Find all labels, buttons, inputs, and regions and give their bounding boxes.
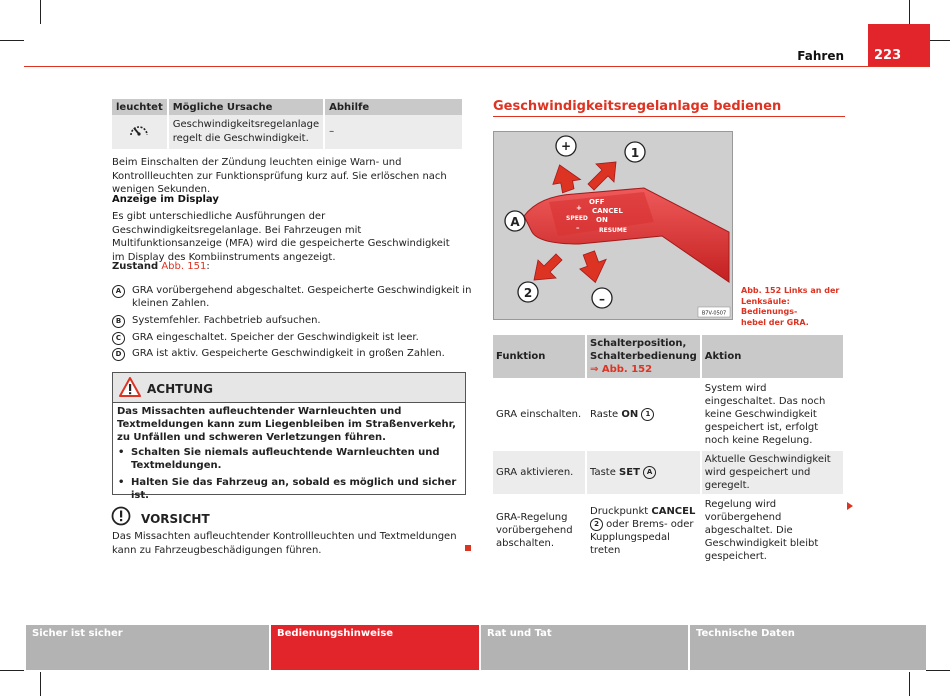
position-cell xyxy=(586,450,701,495)
function-cell: GRA einschalten. xyxy=(493,379,586,450)
warning-header xyxy=(113,373,465,403)
callout-minus: – xyxy=(599,292,605,306)
position-cell xyxy=(586,495,701,565)
circle-letter-a: A xyxy=(112,285,125,298)
arrow-up-right-icon xyxy=(588,162,616,190)
list-item-text: GRA ist aktiv. Gespeicherte Geschwindigkeit in großen Zahlen. xyxy=(132,348,445,359)
operation-table xyxy=(493,335,845,565)
circle-letter-a: A xyxy=(643,466,656,479)
column-header-line: Schalterposition, xyxy=(590,338,687,349)
crop-mark xyxy=(926,670,950,671)
position-cell xyxy=(586,379,701,450)
footer-tab-label: Bedienungshinweise xyxy=(277,628,394,639)
position-key: CANCEL xyxy=(651,505,696,517)
chapter-title: Fahren xyxy=(797,49,844,63)
lever-label-plus: + xyxy=(576,204,582,212)
lever-label-on: ON xyxy=(596,216,608,224)
table-row xyxy=(493,450,844,495)
icon-cell xyxy=(112,115,168,149)
circle-letter-b: B xyxy=(112,315,125,328)
figure-caption xyxy=(741,286,845,328)
footer-tab-label: Sicher ist sicher xyxy=(32,628,123,639)
circle-number-2: 2 xyxy=(590,518,603,531)
column-header: leuchtet xyxy=(112,99,168,115)
state-label: Zustand xyxy=(112,261,159,272)
warning-intro: Das Missachten aufleuchtender Warnleuchten und Textmeldungen kann zum Liegenbleiben im Straßenverkehr, zu Unfällen und schweren Verletzungen führen. xyxy=(117,406,456,443)
position-key: SET xyxy=(619,467,640,478)
section-title: Geschwindigkeitsregelanlage bedienen xyxy=(493,99,782,114)
warning-bullet-text: Schalten Sie niemals aufleuchtende Warnleuchten und Textmeldungen. xyxy=(131,447,440,471)
lever-label-minus: – xyxy=(576,224,580,232)
footer-tab-rat[interactable] xyxy=(481,625,688,670)
arrow-down-left-icon xyxy=(534,254,562,280)
warning-title: ACHTUNG xyxy=(147,382,213,396)
figure-ref-link[interactable]: Abb. 151 xyxy=(161,261,207,272)
arrow-right-icon[interactable] xyxy=(846,501,854,511)
crop-mark xyxy=(909,672,910,696)
warning-box xyxy=(112,372,466,501)
display-paragraph: Es gibt unterschiedliche Ausführungen der Geschwindigkeitsregelanlage. Bei Fahrzeugen mit Multifunktionsanzeige (MFA) wird die gespeicherte Geschwindigkeit im Display des Kombiinstruments angezeigt. xyxy=(112,211,450,263)
action-cell: Aktuelle Geschwindigkeit wird gespeichert und geregelt. xyxy=(701,450,844,495)
callout-1: 1 xyxy=(630,146,640,160)
position-prefix: Raste xyxy=(590,409,622,420)
warning-triangle-icon xyxy=(119,377,141,397)
header-rule xyxy=(24,66,930,67)
caption-line: Lenksäule: Bedienungs- xyxy=(741,296,798,316)
lever-label-cancel: CANCEL xyxy=(592,207,623,215)
section-end-marker xyxy=(465,545,471,551)
caption-line: Abb. 152 Links an der xyxy=(741,286,840,295)
function-cell: GRA aktivieren. xyxy=(493,450,586,495)
column-header: Mögliche Ursache xyxy=(168,99,324,115)
table-header-row xyxy=(112,99,463,115)
footer-tab-bedienung[interactable] xyxy=(271,625,479,670)
crop-mark xyxy=(0,670,24,671)
state-colon: : xyxy=(206,261,210,272)
caption-line: hebel der GRA. xyxy=(741,317,809,327)
footer-tab-technik[interactable] xyxy=(690,625,926,670)
function-cell: GRA-Regelung vorübergehend abschalten. xyxy=(493,495,586,565)
bullet-dot: • xyxy=(118,477,125,488)
lever-label-resume: RESUME xyxy=(599,227,627,234)
figure-ref-link[interactable]: ⇒ Abb. 152 xyxy=(590,364,653,375)
crop-mark xyxy=(40,672,41,696)
table-header-row xyxy=(493,335,844,379)
warning-bullet xyxy=(117,476,461,502)
action-cell: Regelung wird vorübergehend abgeschaltet. Die Geschwindigkeit bleibt gespeichert. xyxy=(701,495,844,565)
table-row xyxy=(493,495,844,565)
table-row xyxy=(493,379,844,450)
list-item-text: Systemfehler. Fachbetrieb aufsuchen. xyxy=(132,315,321,326)
figure-code: B7V-0507 xyxy=(701,310,727,317)
arrow-down-icon xyxy=(576,248,613,286)
caution-title: VORSICHT xyxy=(141,512,210,526)
page-number-box xyxy=(868,24,930,66)
crop-mark xyxy=(0,40,24,41)
action-cell: System wird eingeschaltet. Das noch keine Geschwindigkeit gespeichert ist, erfolgt noch keine Regelung. xyxy=(701,379,844,450)
position-suffix: oder Brems- oder Kupplungspedal treten xyxy=(590,518,694,556)
figure-cruise-lever xyxy=(493,131,733,320)
speedometer-cruise-icon xyxy=(128,122,150,138)
callout-2: 2 xyxy=(523,286,533,300)
arrow-up-icon xyxy=(550,162,582,194)
section-rule xyxy=(493,116,845,117)
bullet-dot: • xyxy=(118,447,125,458)
display-heading: Anzeige im Display xyxy=(112,194,219,205)
footer-tab-sicher[interactable] xyxy=(26,625,269,670)
warning-bullet-text: Halten Sie das Fahrzeug an, sobald es möglich und sicher ist. xyxy=(131,477,457,501)
fault-table xyxy=(112,99,464,149)
callout-plus: + xyxy=(560,139,572,153)
column-header: Funktion xyxy=(493,335,586,379)
circle-number-1: 1 xyxy=(641,408,654,421)
column-header-line: Schalterbedienung xyxy=(590,351,697,362)
exclamation-circle-icon xyxy=(111,506,131,526)
circle-letter-c: C xyxy=(112,332,125,345)
column-header: Abhilfe xyxy=(324,99,463,115)
lever-illustration xyxy=(494,132,732,319)
position-prefix: Druckpunkt xyxy=(590,505,652,517)
warning-bullet xyxy=(117,446,461,472)
crop-mark xyxy=(40,0,41,24)
caution-text: Das Missachten aufleuchtender Kontrollleuchten und Textmeldungen kann zu Fahrzeugbeschädigungen führen. xyxy=(112,531,457,556)
cause-cell: Geschwindigkeitsregelanlage regelt die Geschwindigkeit. xyxy=(168,115,324,149)
remedy-cell: – xyxy=(324,115,463,149)
warning-body xyxy=(117,405,461,502)
state-line xyxy=(112,260,210,274)
circle-letter-d: D xyxy=(112,348,125,361)
position-key: ON xyxy=(621,409,639,420)
footer-tab-label: Technische Daten xyxy=(696,628,795,639)
column-header xyxy=(586,335,701,379)
column-header: Aktion xyxy=(701,335,844,379)
page-number: 223 xyxy=(874,48,902,63)
footer-tab-label: Rat und Tat xyxy=(487,628,552,639)
crop-mark xyxy=(909,0,910,24)
table-row xyxy=(112,115,463,149)
lever-label-off: OFF xyxy=(589,198,605,206)
intro-paragraph: Beim Einschalten der Zündung leuchten einige Warn- und Kontrollleuchten zur Funktionsprüfung kurz auf. Sie erlöschen nach wenigen Sekunden. xyxy=(112,157,447,195)
callout-a: A xyxy=(510,215,520,229)
lever-label-speed: SPEED xyxy=(566,215,588,222)
position-prefix: Taste xyxy=(590,467,620,478)
list-item-text: GRA eingeschaltet. Speicher der Geschwindigkeit ist leer. xyxy=(132,332,419,343)
list-item-text: GRA vorübergehend abgeschaltet. Gespeicherte Geschwindigkeit in kleinen Zahlen. xyxy=(132,285,472,309)
